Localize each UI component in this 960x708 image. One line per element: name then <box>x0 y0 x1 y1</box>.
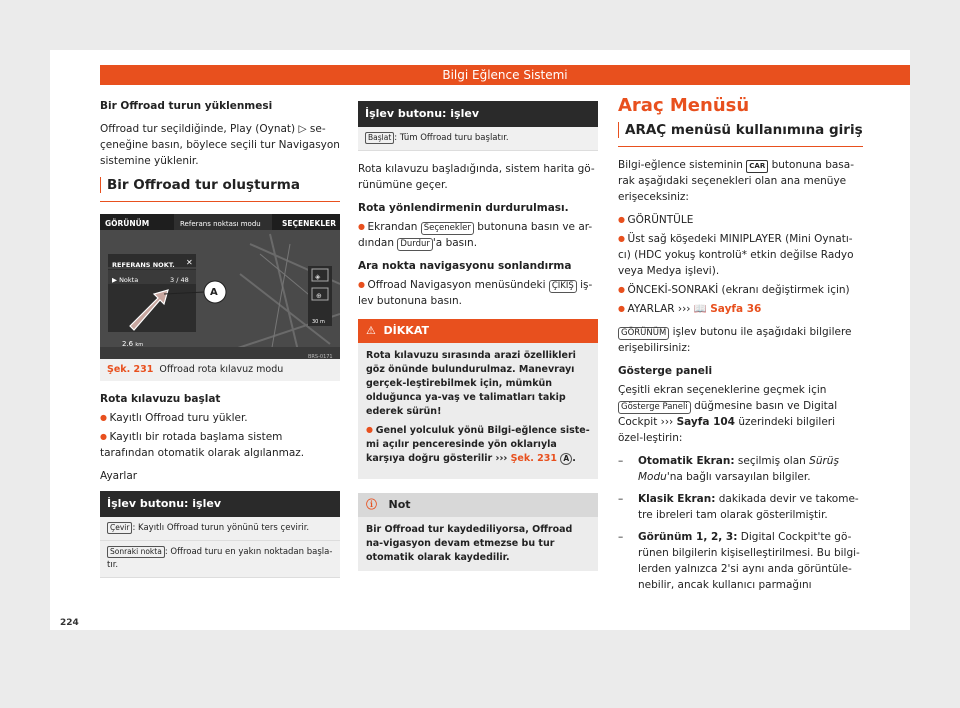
heading-gauge-panel: Gösterge paneli <box>618 365 713 377</box>
heading-stop-guidance: Rota yönlendirmenin durdurulması. <box>358 202 569 214</box>
nav-scale: 30 m <box>312 319 325 325</box>
section-title-create-tour: Bir Offroad tur oluşturma <box>100 177 340 202</box>
column-left <box>100 98 340 578</box>
warning-box <box>358 319 598 479</box>
nav-tab-view[interactable]: GÖRÜNÜM <box>105 219 150 228</box>
warning-bullet: ● Genel yolculuk yönü Bilgi-eğlence siste-mi açılır penceresinde yön oklarıyla karşıya doğru gösterilir ››› Şek. 231 A . <box>366 423 590 466</box>
warning-body: Rota kılavuzu sırasında arazi özellikleri göz önünde bulundurulmaz. Manevrayı gerçek-leştirebilmek için, mümkün olduğunca ya-vaş ve talimatları takip ederek sürün! ● Genel yolculuk yönü Bilgi-eğlence siste-mi açılır penceresinde yön oklarıyla karşıya doğru gösterilir ››› Şek. 231 A . <box>358 343 598 479</box>
nav-tab-mode[interactable]: Referans noktası modu <box>180 220 261 228</box>
text-gauge-panel: Çeşitli ekran seçeneklerine geçmek için Gösterge Paneli düğmesine basın ve Digital Cockpit ››› Sayfa 104 üzerindeki bilgileri özel-leştirin: <box>618 384 838 444</box>
note-box <box>358 493 598 571</box>
manual-page <box>50 50 910 630</box>
car-button-icon[interactable]: CAR <box>746 160 768 173</box>
book-icon: 📖 <box>693 303 707 315</box>
bullet-display: ● GÖRÜNTÜLE <box>618 212 863 228</box>
options-button[interactable]: Seçenekler <box>421 222 474 235</box>
table-row-reverse: Çevir : Kayıtlı Offroad turun yönünü ters çevirir. <box>100 517 340 541</box>
note-body: Bir Offroad tur kaydediliyorsa, Offroad na-vigasyon devam etmezse bu tur otomatik olarak kaydedilir. <box>366 524 573 563</box>
start-button[interactable]: Başlat <box>365 132 394 144</box>
text-map-view: Rota kılavuzu başladığında, sistem harita gö-rünümüne geçer. <box>358 163 595 191</box>
bullet-exit: ● Offroad Navigasyon menüsündeki ÇIKIŞ iş-lev butonuna basın. <box>358 277 598 309</box>
bullet-miniplayer: ● Üst sağ köşedeki MINIPLAYER (Mini Oynatı-cı) (HDC yokuş kontrolü* etkin değilse Radyo veya Medya işlevi). <box>618 231 863 279</box>
warning-icon: ⚠ <box>366 324 376 337</box>
table-header-function: İşlev butonu: işlev <box>100 491 340 517</box>
label-settings: Ayarlar <box>100 470 138 482</box>
close-icon[interactable]: ✕ <box>186 258 193 267</box>
column-middle <box>358 98 598 571</box>
table-row-next-point: Sonraki nokta : Offroad turu en yakın noktadan başla-tır. <box>100 541 340 578</box>
exit-button[interactable]: ÇIKIŞ <box>549 280 577 293</box>
view-button[interactable]: GÖRÜNÜM <box>618 327 669 340</box>
text-load-tour: Offroad tur seçildiğinde, Play (Oynat) ▷ se-çeneğine basın, böylece seçili tur Navigasyon sistemine yüklenir. <box>100 123 340 167</box>
navigation-screenshot <box>100 214 340 359</box>
table-row-start: Başlat : Tüm Offroad turu başlatır. <box>358 127 598 151</box>
column-right <box>618 95 863 599</box>
warning-header: ⚠ DİKKAT <box>358 319 598 343</box>
text-intro: Bilgi-eğlence sisteminin CAR butonuna basa-rak aşağıdaki seçenekleri olan ana menüye erişeceksiniz: <box>618 159 854 203</box>
bullet-stop: ● Ekrandan Seçenekler butonuna basın ve ar-dından Durdur 'a basın. <box>358 219 598 251</box>
zoom-icon[interactable]: ⊕ <box>316 292 322 300</box>
section-title-vehicle-menu: ARAÇ menüsü kullanımına giriş <box>618 122 863 147</box>
bullet-settings: ● AYARLAR ››› 📖 Sayfa 36 <box>618 301 863 317</box>
section-header: Bilgi Eğlence Sistemi <box>100 65 910 85</box>
table-header-function-2: İşlev butonu: işlev <box>358 101 598 127</box>
heading-end-nav: Ara nokta navigasyonu sonlandırma <box>358 260 572 272</box>
nav-popup-count: 3 / 48 <box>170 276 189 284</box>
heading-load-tour: Bir Offroad turun yüklenmesi <box>100 100 273 112</box>
list-item-views: – Görünüm 1, 2, 3: Digital Cockpit'te gö-rünen bilgilerin kişiselleştirilmesi. Bu bilgi-lerden yalnızca 2'si aynı anda görüntüle-nebilir, ancak kullanıcı parmağını <box>618 531 860 591</box>
image-code: BRS-0171 <box>308 354 333 359</box>
nav-popup-title: REFERANS NOKT. <box>112 261 175 269</box>
nav-distance: 2.6 km <box>122 340 144 348</box>
note-header: ⓘ Not <box>358 493 598 517</box>
callout-label-a: A <box>210 287 218 298</box>
bullet-autodetect: ● Kayıtlı bir rotada başlama sistem tarafından otomatik olarak algılanmaz. <box>100 429 340 461</box>
compass-icon[interactable]: ◈ <box>315 273 321 281</box>
gauge-panel-button[interactable]: Gösterge Paneli <box>618 401 691 414</box>
nav-tab-options[interactable]: SEÇENEKLER <box>282 219 337 228</box>
list-item-classic: – Klasik Ekran: dakikada devir ve takome-tre ibreleri tam olarak gösterilmiştir. <box>618 493 859 521</box>
text-view-function: GÖRÜNÜM işlev butonu ile aşağıdaki bilgilere erişebilirsiniz: <box>618 326 852 354</box>
chapter-title: Araç Menüsü <box>618 95 750 116</box>
bullet-prev-next: ● ÖNCEKİ-SONRAKİ (ekranı değiştirmek için) <box>618 282 863 298</box>
list-item-auto: – Otomatik Ekran: seçilmiş olan Sürüş Modu'na bağlı varsayılan bilgiler. <box>618 455 839 483</box>
next-point-button[interactable]: Sonraki nokta <box>107 546 165 558</box>
info-icon: ⓘ <box>366 498 377 511</box>
stop-button[interactable]: Durdur <box>397 238 433 251</box>
reverse-button[interactable]: Çevir <box>107 522 132 534</box>
figure-caption: Şek. 231 Offroad rota kılavuz modu <box>100 359 340 381</box>
page-number: 224 <box>60 618 79 628</box>
nav-popup-item[interactable]: ▶ Nokta <box>112 276 139 284</box>
callout-a-ref: A <box>560 453 572 465</box>
bullet-load: ● Kayıtlı Offroad turu yükler. <box>100 410 340 426</box>
heading-start-guidance: Rota kılavuzu başlat <box>100 393 221 405</box>
